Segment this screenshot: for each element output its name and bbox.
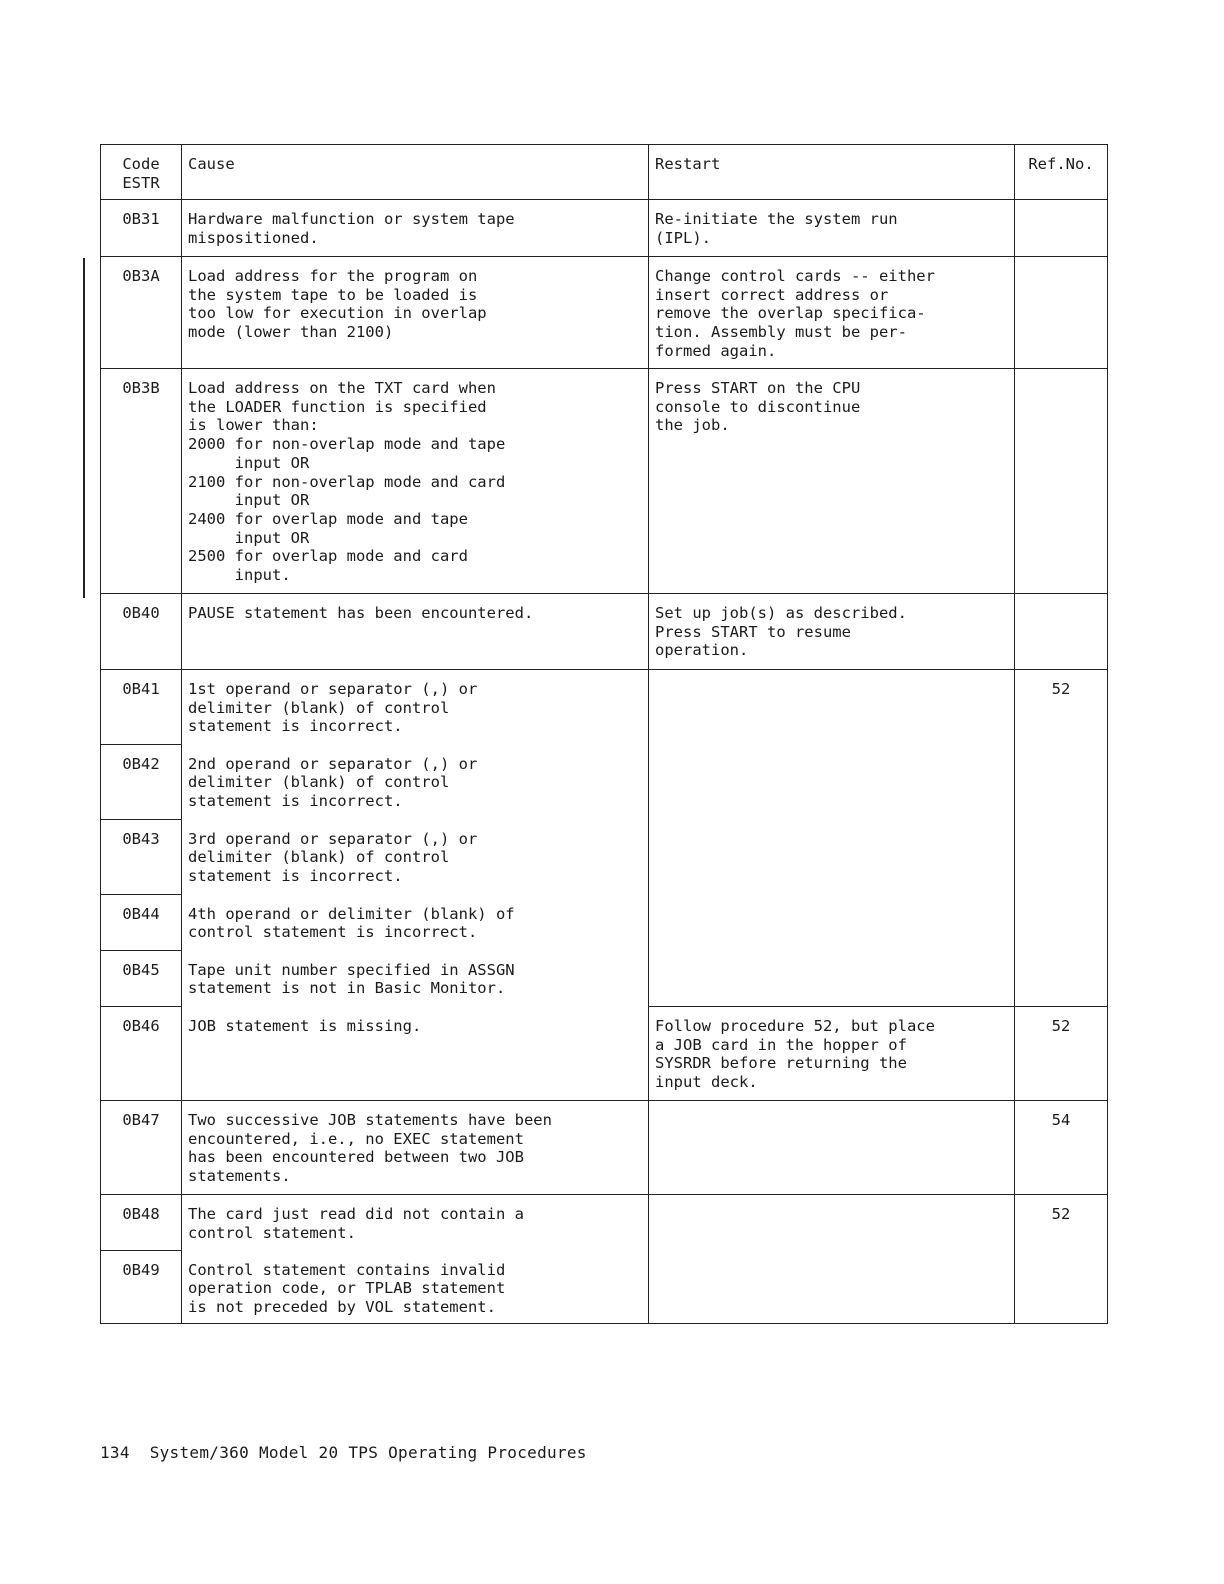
row-code: 0B31 <box>101 200 182 257</box>
row-restart: Set up job(s) as described. Press START to resume operation. <box>649 594 1015 670</box>
row-cause: Two successive JOB statements have been encountered, i.e., no EXEC statement has been encountered between two JOB statements. <box>182 1101 649 1195</box>
row-restart: Re-initiate the system run (IPL). <box>649 200 1015 257</box>
page-number: 134 <box>100 1443 130 1462</box>
row-cause: 4th operand or delimiter (blank) of control statement is incorrect. <box>182 895 649 951</box>
row-code: 0B43 <box>101 820 182 895</box>
row-restart: Press START on the CPU console to discontinue the job. <box>649 369 1015 594</box>
row-code: 0B3A <box>101 257 182 369</box>
row-ref: 52 <box>1015 1195 1108 1324</box>
row-cause: Load address on the TXT card when the LOADER function is specified is lower than: 2000 for non-overlap mode and tape input OR 2100 for non-overlap mode and card input OR 2400 for overlap mode and tape input OR 2500 for overlap mode and card input. <box>182 369 649 594</box>
row-ref: 54 <box>1015 1101 1108 1195</box>
row-ref: 52 <box>1015 670 1108 1007</box>
header-cause: Cause <box>182 145 649 200</box>
page-footer <box>100 1443 587 1462</box>
row-ref <box>1015 257 1108 369</box>
row-ref <box>1015 369 1108 594</box>
table-row <box>101 1101 1108 1195</box>
row-code: 0B41 <box>101 670 182 745</box>
publication-title: System/360 Model 20 TPS Operating Procedures <box>149 1443 587 1462</box>
error-code-table <box>100 144 1108 1324</box>
row-cause: 1st operand or separator (,) or delimiter (blank) of control statement is incorrect. <box>182 670 649 745</box>
row-code: 0B42 <box>101 745 182 820</box>
table-row <box>101 1007 1108 1101</box>
row-code: 0B49 <box>101 1251 182 1324</box>
table-row <box>101 257 1108 369</box>
row-cause: Tape unit number specified in ASSGN statement is not in Basic Monitor. <box>182 951 649 1007</box>
row-restart <box>649 670 1015 1007</box>
row-code: 0B44 <box>101 895 182 951</box>
row-code: 0B46 <box>101 1007 182 1101</box>
row-cause: The card just read did not contain a control statement. <box>182 1195 649 1251</box>
header-restart: Restart <box>649 145 1015 200</box>
row-restart: Change control cards -- either insert correct address or remove the overlap specifica- tion. Assembly must be per- formed again. <box>649 257 1015 369</box>
row-ref: 52 <box>1015 1007 1108 1101</box>
table-row <box>101 594 1108 670</box>
table-row <box>101 200 1108 257</box>
row-cause: 2nd operand or separator (,) or delimiter (blank) of control statement is incorrect. <box>182 745 649 820</box>
row-code: 0B40 <box>101 594 182 670</box>
row-cause: Load address for the program on the system tape to be loaded is too low for execution in overlap mode (lower than 2100) <box>182 257 649 369</box>
row-ref <box>1015 594 1108 670</box>
row-ref <box>1015 200 1108 257</box>
row-code: 0B3B <box>101 369 182 594</box>
row-cause: PAUSE statement has been encountered. <box>182 594 649 670</box>
table-row <box>101 1195 1108 1251</box>
row-code: 0B47 <box>101 1101 182 1195</box>
row-cause: Control statement contains invalid operation code, or TPLAB statement is not preceded by VOL statement. <box>182 1251 649 1324</box>
table-header-row <box>101 145 1108 200</box>
revision-change-bar <box>83 258 85 598</box>
header-ref-no: Ref.No. <box>1015 145 1108 200</box>
table-row <box>101 369 1108 594</box>
row-code: 0B48 <box>101 1195 182 1251</box>
row-cause: Hardware malfunction or system tape mispositioned. <box>182 200 649 257</box>
row-restart <box>649 1101 1015 1195</box>
table-row <box>101 670 1108 745</box>
row-cause: JOB statement is missing. <box>182 1007 649 1101</box>
row-code: 0B45 <box>101 951 182 1007</box>
row-cause: 3rd operand or separator (,) or delimiter (blank) of control statement is incorrect. <box>182 820 649 895</box>
row-restart: Follow procedure 52, but place a JOB card in the hopper of SYSRDR before returning the input deck. <box>649 1007 1015 1101</box>
header-code: Code ESTR <box>101 145 182 200</box>
row-restart <box>649 1195 1015 1324</box>
